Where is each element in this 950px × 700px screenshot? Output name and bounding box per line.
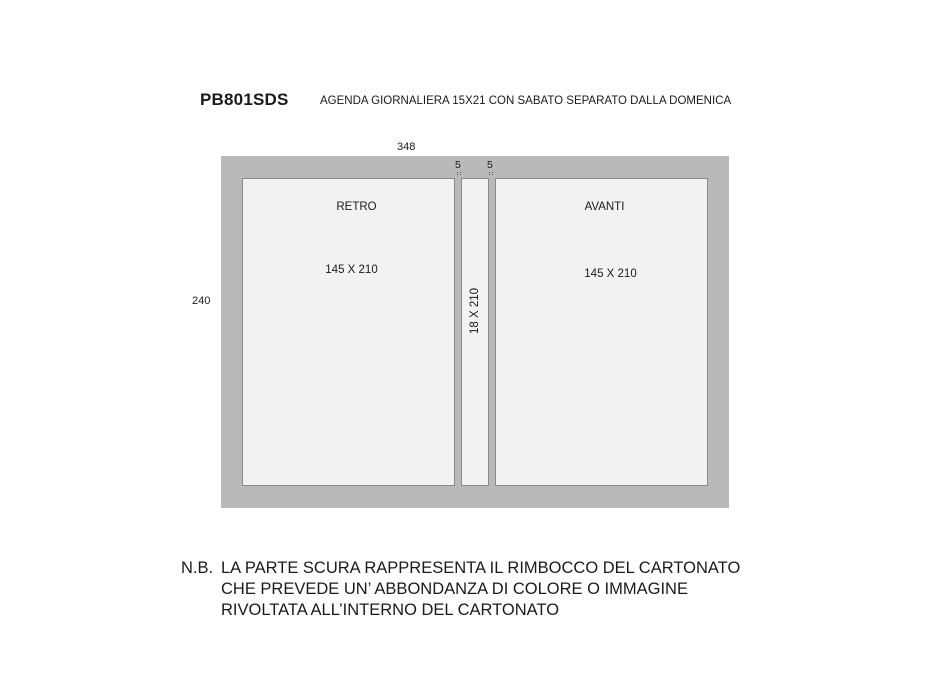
- note-prefix: N.B.: [181, 559, 214, 577]
- front-panel-title: AVANTI: [584, 201, 625, 213]
- height-dimension: 240: [192, 295, 211, 307]
- gap-left-dimension: 5: [455, 159, 461, 171]
- back-panel: [242, 178, 455, 486]
- gap-right-dimension: 5: [487, 159, 493, 171]
- width-dimension: 348: [397, 141, 416, 153]
- front-panel-size: 145 X 210: [584, 268, 637, 280]
- gap-left-tick: [460, 172, 461, 175]
- product-description: AGENDA GIORNALIERA 15X21 CON SABATO SEPARATO DALLA DOMENICA: [320, 95, 732, 107]
- gap-left-tick: [457, 172, 458, 175]
- note-line: LA PARTE SCURA RAPPRESENTA IL RIMBOCCO DEL CARTONATO: [221, 559, 741, 577]
- back-panel-title: RETRO: [336, 201, 377, 213]
- gap-right-tick: [489, 172, 490, 175]
- spine-size: 18 X 210: [469, 287, 481, 335]
- gap-right-tick: [492, 172, 493, 175]
- back-panel-size: 145 X 210: [325, 264, 378, 276]
- note-line: RIVOLTATA ALL’INTERNO DEL CARTONATO: [221, 601, 560, 619]
- product-code: PB801SDS: [200, 90, 289, 109]
- note-line: CHE PREVEDE UN’ ABBONDANZA DI COLORE O IMMAGINE: [221, 580, 688, 598]
- front-panel: [495, 178, 708, 486]
